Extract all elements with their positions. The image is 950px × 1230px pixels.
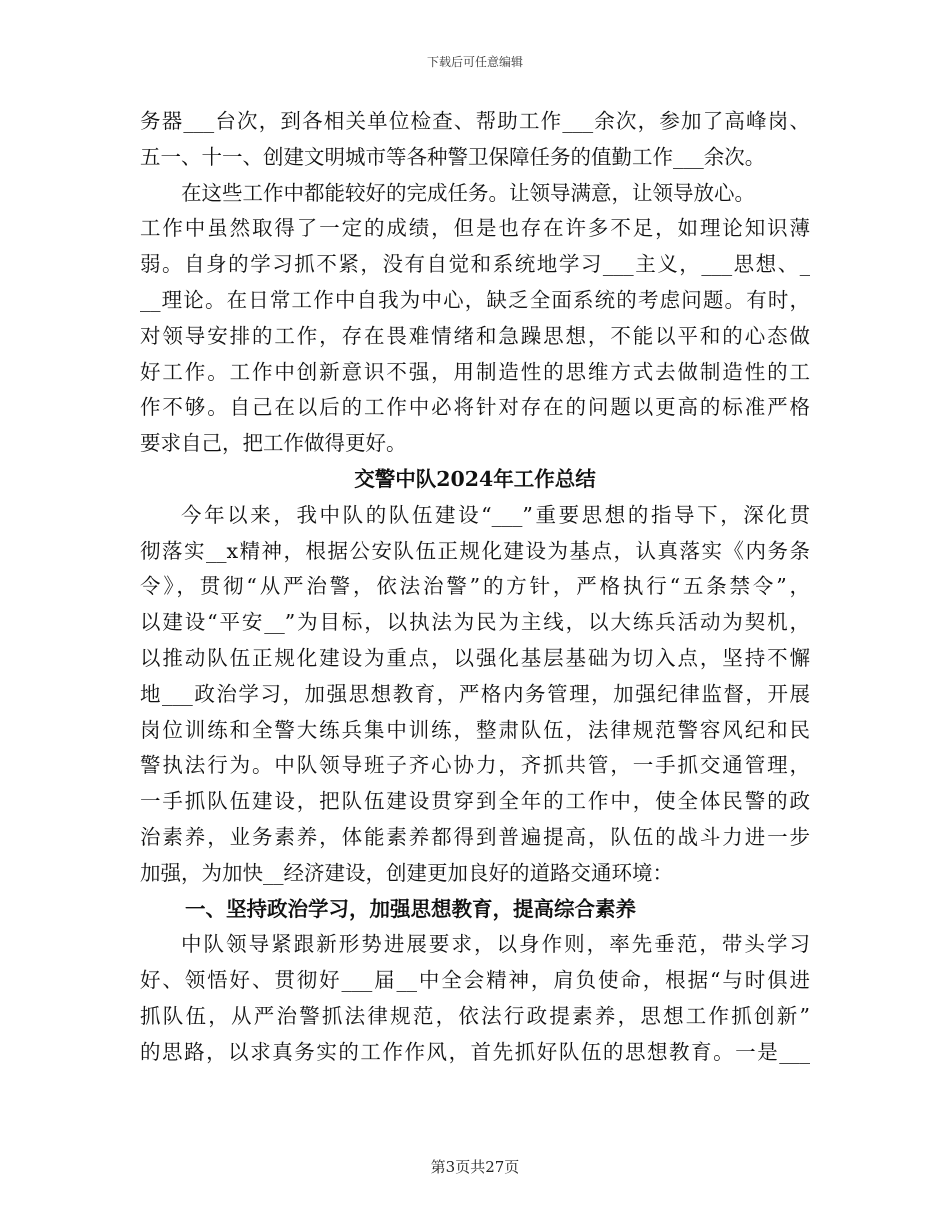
text-line: 彻落实__x精神，根据公安队伍正规化建设为基点，认真落实《内务条: [140, 538, 810, 563]
text-line: 抓队伍，从严治警抓法律规范，依法行政提素养，思想工作抓创新”: [140, 1003, 810, 1028]
text-line: 岗位训练和全警大练兵集中训练，整肃队伍，法律规范警容风纪和民: [140, 717, 810, 742]
text-line: 五一、十一、创建文明城市等各种警卫保障任务的值勤工作___余次。: [140, 144, 766, 169]
text-line: 要求自己，把工作做得更好。: [140, 431, 407, 456]
section-heading: 一、坚持政治学习，加强思想教育，提高综合素养: [185, 896, 636, 921]
text-line: 中队领导紧跟新形势进展要求，以身作则，率先垂范，带头学习: [181, 932, 810, 957]
text-line: 对领导安排的工作，存在畏难情绪和急躁思想，不能以平和的心态做: [140, 323, 810, 348]
text-line: 地___政治学习，加强思想教育，严格内务管理，加强纪律监督，开展: [140, 681, 810, 706]
document-body: [140, 104, 810, 1071]
text-line: 加强，为加快__经济建设，创建更加良好的道路交通环境：: [140, 860, 673, 885]
text-line: 作不够。自己在以后的工作中必将针对存在的问题以更高的标准严格: [140, 395, 810, 420]
text-line: __理论。在日常工作中自我为中心，缺乏全面系统的考虑问题。有时，: [140, 287, 810, 312]
text-line: 在这些工作中都能较好的完成任务。让领导满意，让领导放心。: [181, 180, 755, 205]
text-line: 令》，贯彻“从严治警，依法治警”的方针，严格执行“五条禁令”，: [140, 574, 810, 599]
text-line: 以推动队伍正规化建设为重点，以强化基层基础为切入点，坚持不懈: [140, 645, 810, 670]
text-line: 的思路，以求真务实的工作作风，首先抓好队伍的思想教育。一是___: [140, 1039, 810, 1064]
text-line: 弱。自身的学习抓不紧，没有自觉和系统地学习___主义，___思想、_: [140, 252, 810, 277]
text-line: 务器___台次，到各相关单位检查、帮助工作___余次，参加了高峰岗、: [140, 109, 810, 133]
text-line: 好工作。工作中创新意识不强，用制造性的思维方式去做制造性的工: [140, 359, 810, 384]
text-line: 以建设“平安__”为目标，以执法为民为主线，以大练兵活动为契机，: [140, 610, 810, 635]
text-line: 警执法行为。中队领导班子齐心协力，齐抓共管，一手抓交通管理，: [140, 753, 810, 778]
text-line: 好、领悟好、贯彻好___届__中全会精神，肩负使命，根据“与时俱进: [140, 968, 810, 993]
text-line: 治素养，业务素养，体能素养都得到普遍提高，队伍的战斗力进一步: [140, 824, 810, 849]
page-header: 下载后可任意编辑: [426, 55, 523, 69]
text-line: 工作中虽然取得了一定的成绩，但是也存在许多不足，如理论知识薄: [140, 216, 810, 241]
text-line: 一手抓队伍建设，把队伍建设贯穿到全年的工作中，使全体民警的政: [140, 789, 810, 814]
page-footer: 第3页共27页: [430, 1158, 520, 1176]
text-line: 今年以来，我中队的队伍建设“___”重要思想的指导下，深化贯: [181, 502, 810, 527]
section-title: 交警中队2024年工作总结: [354, 466, 596, 491]
